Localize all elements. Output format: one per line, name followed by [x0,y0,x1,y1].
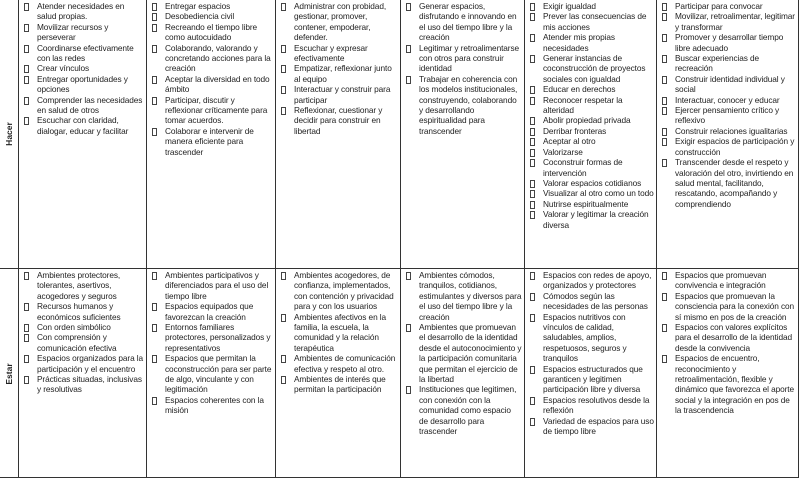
list-item [405,43,522,74]
bullet-icon [662,53,667,67]
list-item [23,270,144,301]
list-item-text: Exigir espacios de participación y construcción [675,136,795,157]
list-item [529,53,654,84]
bullet-icon [662,157,667,171]
bullet-icon [662,136,667,150]
list-item [529,1,654,11]
cell-estar-col3 [276,269,401,478]
list-item-text: Con orden simbólico [37,322,111,333]
list-item [151,301,273,322]
list-item [280,270,398,312]
list-item [151,126,273,157]
list-item-text: Buscar experiencias de recreación [675,53,760,74]
list-item [151,322,273,353]
list-item-text: Entregar oportunidades y opciones [37,73,128,95]
list-item-text: Recreando el tiempo libre como autocuidado [165,21,258,43]
list-item [151,22,273,43]
list-item-text: Atender mis propias necesidades [543,32,615,53]
list-item-text: Espacios resolutivos desde la reflexión [543,394,650,416]
list-item-text: Ambientes cómodos, tranquilos, cotidianos, estimulantes y diversos para el uso del tiempo libre y la creación [419,270,522,322]
list-item [661,126,796,136]
list-item-text: Desobediencia civil [165,11,235,22]
list-item [23,22,144,43]
bullet-icon [24,74,29,88]
list-item-text: Transcender desde el respeto y valoración del otro, invirtiendo en salud mental, facilitando, rescatando, acompañando y comprendiendo [675,157,794,209]
bullet-icon [530,95,535,109]
list-item [661,270,796,291]
bullet-icon [24,115,29,129]
list-item [23,74,144,95]
list-item [280,43,398,64]
list-item [151,74,273,95]
list-item-text: Movilizar recursos y perseverar [37,21,109,43]
list-item [529,32,654,53]
bullet-icon [406,74,411,88]
list-item-text: Valorizarse [543,146,583,157]
bullet-icon [24,332,29,346]
bullet-icon [662,74,667,88]
list-item-text: Promover y desarrollar tiempo libre adecuado [675,32,784,53]
list-item [23,115,144,136]
list-item [280,63,398,84]
cell-estar-col1 [19,269,147,478]
bullet-icon [530,209,535,223]
list-item [661,136,796,157]
bullet-icon [281,43,286,57]
list-item [405,322,522,384]
cell-hacer-col1 [19,0,147,268]
list-item [23,63,144,73]
list-item [529,270,654,291]
bullet-icon [281,353,286,367]
list-item-text: Exigir igualdad [543,1,596,11]
list-item-text: Escuchar y expresar efectivamente [294,42,368,64]
list-item-text: Ambientes de interés que permitan la participación [294,374,386,395]
bullet-icon [281,1,286,15]
list-item-text: Construir relaciones igualitarias [675,125,788,136]
list-item-text: Variedad de espacios para uso de tiempo libre [543,415,654,437]
cell-estar-col2 [147,269,276,478]
list-item [23,332,144,353]
list-item [280,84,398,105]
bullet-icon [662,32,667,46]
bullet-icon [281,84,286,98]
list-item [661,157,796,209]
bullet-icon [152,270,157,284]
list-item [151,43,273,74]
list-item-text: Entregar espacios [165,1,231,11]
list-item [529,199,654,209]
list-item [661,353,796,415]
list-item-text: Atender necesidades en salud propias. [37,1,125,22]
list-item-text: Reconocer respetar la alteridad [543,94,623,116]
list-item-text: Espacios que promuevan la consciencia para la conexión con sí mismo en pos de la creación [675,290,795,322]
list-item-text: Derribar fronteras [543,125,607,136]
list-item [23,43,144,64]
bullet-icon [530,157,535,171]
list-item-text: Espacios que promuevan convivencia e integración [675,270,767,291]
list-item [280,374,398,395]
list-item [529,84,654,94]
bullet-icon [281,105,286,119]
list-item [23,374,144,395]
list-item [529,147,654,157]
list-item-text: Generar espacios, disfrutando e innovando en el uso del tiempo libre y la creación [419,1,517,43]
list-item [529,312,654,364]
list-item-text: Legitimar y retroalimentarse con otros para construir identidad [419,42,520,74]
list-item [280,1,398,43]
list-item-text: Nutrirse espiritualmente [543,198,629,209]
row-estar [0,269,798,478]
list-item [529,157,654,178]
list-item-text: Espacios que permitan la coconstrucción para ser parte de algo, vinculante y con legitimación [165,353,272,395]
bullet-icon [152,43,157,57]
bullet-icon [662,270,667,284]
bullet-icon [152,74,157,88]
list-item-text: Ejercer pensamiento crítico y reflexivo [675,105,780,126]
list-item-text: Espacios coherentes con la misión [165,394,264,416]
list-item-text: Generar instancias de coconstrucción de proyectos sociales con igualdad [543,53,646,84]
list-item-text: Ambientes acogedores, de confianza, implementados, con contención y privacidad para y con los usuarios [294,270,394,312]
list-item-text: Aceptar al otro [543,136,596,147]
list-item [529,416,654,437]
bullet-icon [152,395,157,409]
list-item [661,322,796,353]
cell-hacer-col2 [147,0,276,268]
list-item-text: Espacios con valores explícitos para el desarrollo de la identidad desde la convivencia [675,322,792,353]
list-item-text: Empatizar, reflexionar junto al equipo [294,63,392,84]
list-item [23,353,144,374]
bullet-icon [530,364,535,378]
bullet-icon [662,105,667,119]
list-item-text: Comprender las necesidades en salud de otros [37,94,143,116]
list-item [405,74,522,136]
bullet-icon [406,1,411,15]
list-item-text: Valorar y legitimar la creación diversa [543,209,649,230]
list-item [151,95,273,126]
bullet-icon [406,270,411,284]
row-label: Hacer [4,122,14,146]
list-item [529,209,654,230]
list-item [529,291,654,312]
list-item [405,270,522,322]
list-item [23,1,144,22]
bullet-icon [530,291,535,305]
list-item [661,32,796,53]
list-item-text: Coconstruir formas de intervención [543,157,623,178]
list-item-text: Ambientes afectivos en la familia, la escuela, la comunidad y la relación terapéutica [294,311,387,353]
bullet-icon [24,353,29,367]
list-item-text: Administrar con probidad, gestionar, promover, contener, empoderar, defender. [294,1,387,43]
list-item-text: Interactuar, conocer y educar [675,94,780,105]
bullet-icon [152,95,157,109]
list-item [151,1,273,11]
list-item-text: Espacios nutritivos con vínculos de calidad, saludables, amplios, respetuosos, seguros y tranquilos [543,311,627,364]
list-item [529,395,654,416]
bullet-icon [152,22,157,36]
bullet-icon [530,53,535,67]
bullet-icon [530,32,535,46]
list-item-text: Movilizar, retroalimentar, legitimar y transformar [675,11,795,32]
list-item-text: Espacios con redes de apoyo, organizados y protectores [543,270,652,291]
list-item-text: Colaborar e intervenir de manera eficiente para trascender [165,125,254,157]
list-item-text: Instituciones que legitimen, con conexión con la comunidad como espacio de desarrollo para trascender [419,384,517,437]
bullet-icon [24,95,29,109]
list-item-text: Educar en derechos [543,84,616,95]
bullet-icon [24,22,29,36]
bullet-icon [406,43,411,57]
list-item [661,291,796,322]
list-item-text: Cómodos según las necesidades de las personas [543,290,648,312]
list-item [151,270,273,301]
list-item [529,364,654,395]
list-item-text: Ambientes que promuevan el desarrollo de la identidad desde el autoconocimiento y la participación comunitaria que permitan el ejercicio de la libertad [419,322,522,385]
bullet-icon [281,63,286,77]
cell-hacer-col4 [401,0,525,268]
list-item-text: Espacios de encuentro, reconocimiento y retroalimentación, flexible y dinámico que favorezca el aporte social y la integración en pos de la trascendencia [675,353,795,416]
bullet-icon [662,291,667,305]
list-item-text: Construir identidad individual y social [675,73,785,95]
bullet-icon [662,353,667,367]
list-item [23,95,144,116]
bullet-icon [152,322,157,336]
list-item [529,11,654,32]
bullet-icon [530,395,535,409]
list-item [23,301,144,322]
list-item-text: Valorar espacios cotidianos [543,177,642,188]
row-header-hacer [0,0,19,268]
bullet-icon [281,270,286,284]
list-item [529,115,654,125]
list-item [661,105,796,126]
bullet-icon [406,322,411,336]
list-item [151,353,273,395]
cell-estar-col5 [525,269,657,478]
bullet-icon [152,126,157,140]
list-item [405,384,522,436]
list-item-text: Con comprensión y comunicación efectiva [37,332,117,353]
list-item-text: Prácticas situadas, inclusivas y resolutivas [37,374,142,395]
list-item [529,126,654,136]
bullet-icon [152,353,157,367]
list-item-text: Interactuar y construir para participar [294,84,391,105]
list-item [405,1,522,43]
list-item-text: Espacios equipados que favorezcan la creación [165,301,254,322]
list-item [661,95,796,105]
list-item-text: Recursos humanos y económicos suficientes [37,301,121,322]
bullet-icon [530,11,535,25]
list-item [529,136,654,146]
list-item [661,11,796,32]
bullet-icon [406,384,411,398]
list-item-text: Espacios estructurados que garanticen y legitimen participación libre y diversa [543,363,643,395]
list-item [661,74,796,95]
list-item [151,395,273,416]
list-item-text: Ambientes participativos y diferenciados para el uso del tiempo libre [165,270,269,301]
list-item [529,188,654,198]
bullet-icon [530,312,535,326]
row-header-estar [0,269,19,478]
list-item-text: Reflexionar, cuestionar y decidir para construir en libertad [294,105,383,136]
cell-hacer-col5 [525,0,657,268]
list-item-text: Ambientes de comunicación efectiva y respeto al otro. [294,353,396,374]
list-item-text: Colaborando, valorando y concretando acciones para la creación [165,42,271,74]
bullet-icon [24,43,29,57]
list-item-text: Participar, discutir y reflexionar críticamente para tomar acuerdos. [165,94,268,126]
list-item [151,11,273,21]
cell-estar-col6 [657,269,798,478]
list-item-text: Ambientes protectores, tolerantes, asertivos, acogedores y seguros [37,270,121,301]
cell-estar-col4 [401,269,525,478]
cell-hacer-col3 [276,0,401,268]
list-item-text: Aceptar la diversidad en todo ámbito [165,73,270,95]
bullet-icon [24,301,29,315]
list-item-text: Entornos familiares protectores, personalizados y representativos [165,322,271,353]
bullet-icon [24,270,29,284]
list-item-text: Trabajar en coherencia con los modelos institucionales, construyendo, colaborando y desarrollando espiritualidad para transcender [419,73,518,136]
list-item-text: Visualizar al otro como un todo [543,188,654,199]
list-item-text: Participar para convocar [675,1,763,11]
list-item [529,178,654,188]
list-item [280,312,398,354]
list-item [280,353,398,374]
list-item-text: Espacios organizados para la participación y el encuentro [37,353,144,374]
list-item [661,1,796,11]
list-item-text: Coordinarse efectivamente con las redes [37,42,134,64]
bullet-icon [281,312,286,326]
bullet-icon [281,374,286,388]
list-item [280,105,398,136]
bullet-icon [24,1,29,15]
bullet-icon [24,374,29,388]
list-item-text: Prever las consecuencias de mis acciones [543,11,647,32]
row-label: Estar [4,362,14,385]
list-item-text: Abolir propiedad privada [543,115,631,126]
cell-hacer-col6 [657,0,798,268]
bullet-icon [530,416,535,430]
list-item-text: Escuchar con claridad, dialogar, educar y facilitar [37,115,129,136]
list-item [23,322,144,332]
list-item-text: Crear vínculos [37,63,90,74]
bullet-icon [152,301,157,315]
list-item [529,95,654,116]
list-item [661,53,796,74]
bullet-icon [530,270,535,284]
bullet-icon [662,322,667,336]
bullet-icon [662,11,667,25]
